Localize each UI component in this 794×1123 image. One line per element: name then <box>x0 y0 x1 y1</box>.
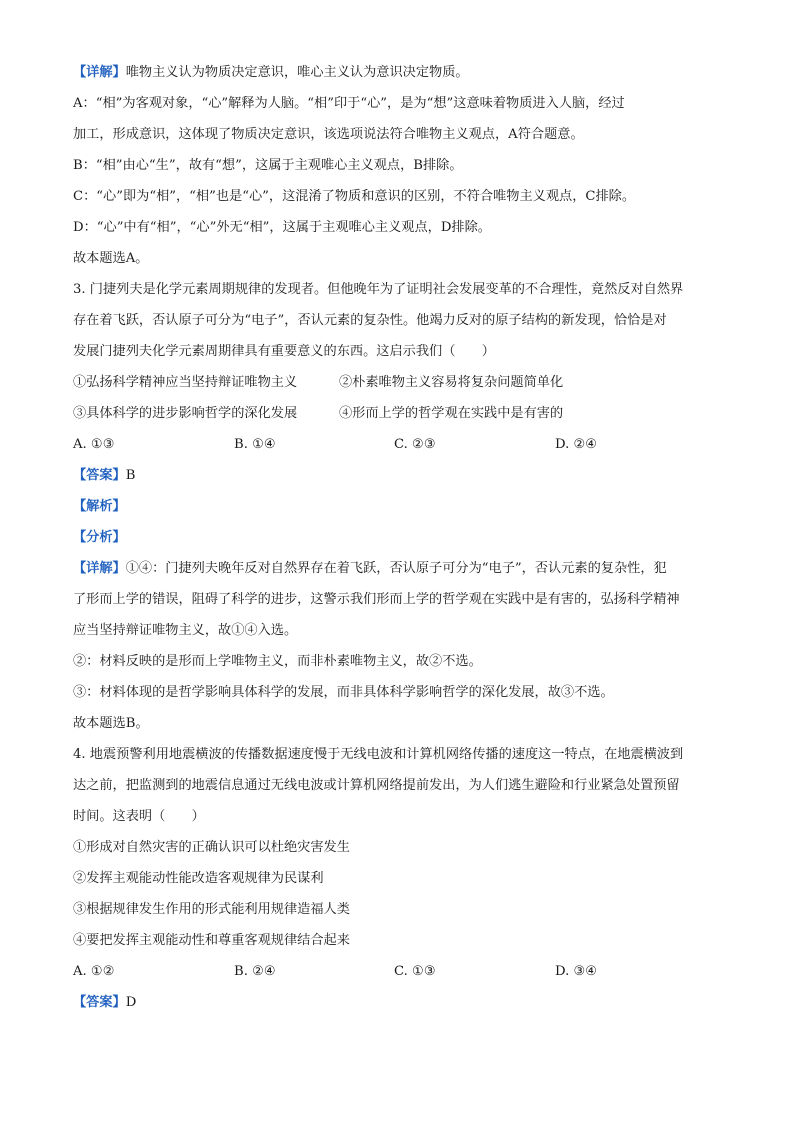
document-page <box>73 62 723 1014</box>
q4-option-c: C. ①③ <box>394 964 436 979</box>
q3-detail-tag: 【详解】 <box>73 561 126 576</box>
q3-options <box>73 434 723 456</box>
q3-analysis-tag: 【解析】 <box>73 499 126 514</box>
q4-item-4: ④要把发挥主观能动性和尊重客观规律结合起来 <box>73 933 350 948</box>
q3-answer <box>73 465 723 487</box>
q3-analysis-heading <box>73 496 723 518</box>
q3-detail-text-1: ①④：门捷列夫晚年反对自然界存在着飞跃，否认原子可分为“电子”，否认元素的复杂性，犯 <box>125 561 667 576</box>
q3-item-4: ④形而上学的哲学观在实践中是有害的 <box>339 406 564 421</box>
question-3-stem <box>73 279 723 363</box>
option-a-analysis <box>73 93 723 146</box>
q4-stem-line-2: 达之前，把监测到的地震信息通过无线电波或计算机网络提前发出，为人们逃生避险和行业紧急处置预留 <box>73 778 680 793</box>
option-c-analysis: C：“心”即为“相”，“相”也是“心”，这混淆了物质和意识的区别，不符合唯物主义观点，C排除。 <box>73 189 636 204</box>
q3-items-row-1 <box>73 372 723 394</box>
q3-answer-tag: 【答案】 <box>73 468 126 483</box>
option-d-analysis: D：“心”中有“相”，“心”外无“相”，这属于主观唯心主义观点，D排除。 <box>73 220 491 235</box>
q4-options <box>73 961 723 983</box>
q3-stem-line-1: 3. 门捷列夫是化学元素周期规律的发现者。但他晚年为了证明社会发展变革的不合理性，竟然反对自然界 <box>73 282 684 297</box>
q4-item-3: ③根据规律发生作用的形式能利用规律造福人类 <box>73 902 350 917</box>
q4-option-b: B. ②④ <box>234 964 276 979</box>
q3-item-1: ①弘扬科学精神应当坚持辩证唯物主义 <box>73 375 298 390</box>
q3-option-d: D. ②④ <box>555 437 598 452</box>
q3-detail-line-5: ③：材料体现的是哲学影响具体科学的发展，而非具体科学影响哲学的深化发展，故③不选。 <box>73 685 614 700</box>
question-4-stem <box>73 744 723 828</box>
detail-text: 唯物主义认为物质决定意识，唯心主义认为意识决定物质。 <box>125 65 469 80</box>
q4-stem-line-1: 4. 地震预警利用地震横波的传播数据速度慢于无线电波和计算机网络传播的速度这一特点，在地震横波到 <box>73 747 684 762</box>
q3-conclusion: 故本题选B。 <box>73 716 149 731</box>
q3-detail-line-1 <box>73 558 723 580</box>
option-b-analysis: B：“相”由心“生”，故有“想”，这属于主观唯心主义观点，B排除。 <box>73 158 463 173</box>
conclusion-1: 故本题选A。 <box>73 251 149 266</box>
q3-item-3: ③具体科学的进步影响哲学的深化发展 <box>73 406 298 421</box>
q3-detail-line-2: 了形而上学的错误，阻碍了科学的进步，这警示我们形而上学的哲学观在实践中是有害的，弘扬科学精神 <box>73 592 680 607</box>
q4-stem-line-3: 时间。这表明（ ） <box>73 809 205 824</box>
option-a-line-1: A：“相”为客观对象，“心”解释为人脑。“相”印于“心”，是为“想”这意味着物质进入人脑，经过 <box>73 96 625 111</box>
q3-fenxi-heading <box>73 527 723 549</box>
q3-item-2: ②朴素唯物主义容易将复杂问题简单化 <box>339 375 564 390</box>
q4-answer <box>73 992 723 1014</box>
q3-detail-line-4: ②：材料反映的是形而上学唯物主义，而非朴素唯物主义，故②不选。 <box>73 654 482 669</box>
detail-tag: 【详解】 <box>73 65 126 80</box>
q3-stem-line-2: 存在着飞跃，否认原子可分为“电子”，否认元素的复杂性。他竭力反对的原子结构的新发现，恰恰是对 <box>73 313 667 328</box>
q3-detail <box>73 558 723 642</box>
q3-option-c: C. ②③ <box>394 437 436 452</box>
q3-detail-line-3: 应当坚持辩证唯物主义，故①④入选。 <box>73 623 298 638</box>
q3-answer-value: B <box>125 468 136 483</box>
option-a-line-2: 加工，形成意识，这体现了物质决定意识，该选项说法符合唯物主义观点，A符合题意。 <box>73 127 584 142</box>
q4-answer-tag: 【答案】 <box>73 995 126 1010</box>
q3-items-row-2 <box>73 403 723 425</box>
detail-line <box>73 62 723 84</box>
q3-fenxi-tag: 【分析】 <box>73 530 126 545</box>
q4-item-2: ②发挥主观能动性能改造客观规律为民谋利 <box>73 871 324 886</box>
q4-option-d: D. ③④ <box>555 964 598 979</box>
q3-stem-line-3: 发展门捷列夫化学元素周期律具有重要意义的东西。这启示我们（ ） <box>73 344 495 359</box>
q4-option-a: A. ①② <box>73 964 115 979</box>
q4-item-1: ①形成对自然灾害的正确认识可以杜绝灾害发生 <box>73 840 350 855</box>
q3-option-a: A. ①③ <box>73 437 115 452</box>
q4-answer-value: D <box>125 995 137 1010</box>
q3-option-b: B. ①④ <box>234 437 276 452</box>
